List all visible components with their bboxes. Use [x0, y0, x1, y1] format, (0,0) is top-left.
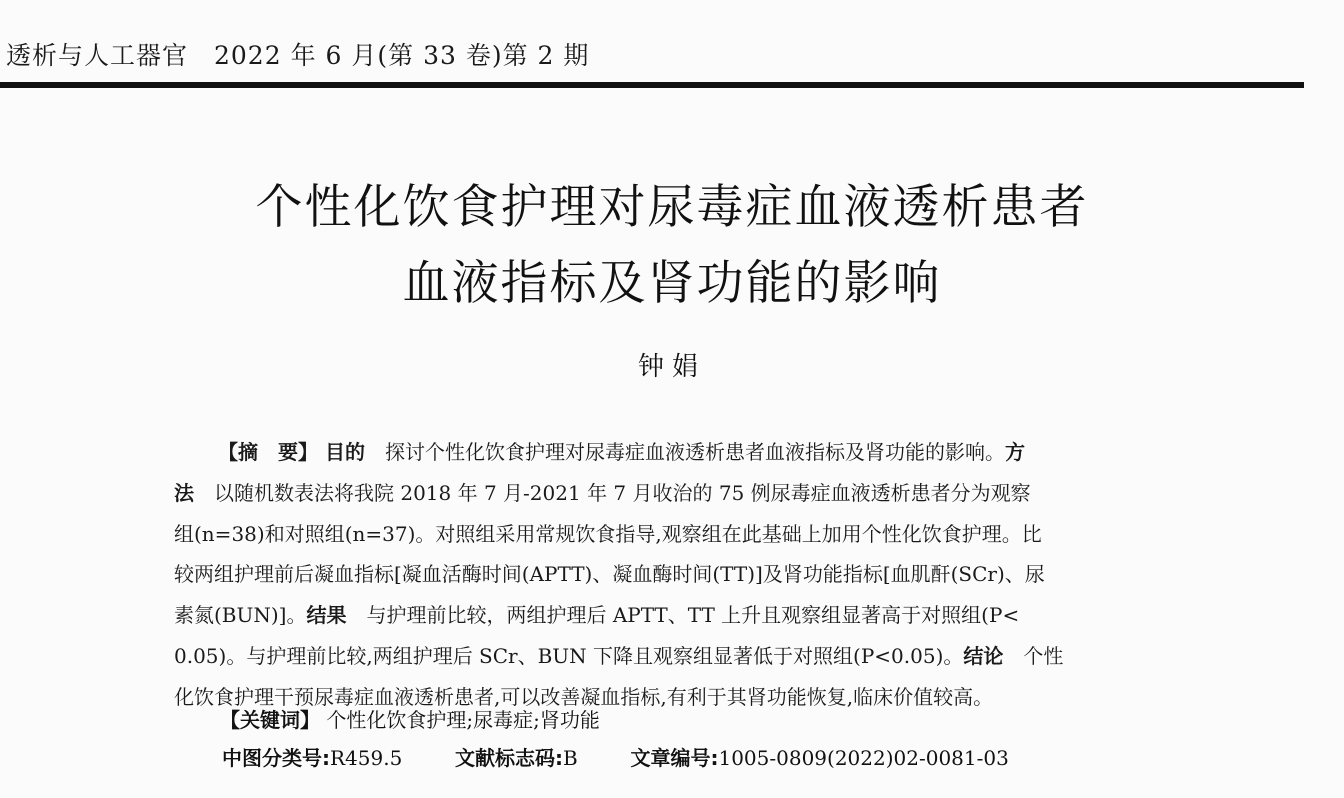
classification-line [222, 742, 1009, 771]
article-number-label: 文章编号: [630, 746, 719, 770]
abstract-text: 较两组护理前后凝血指标[凝血活酶时间(APTT)、凝血酶时间(TT)]及肾功能指标[血肌酐(SCr)、尿 [174, 562, 1045, 587]
running-head: 透析与人工器官 2022 年 6 月(第 33 卷)第 2 期 [6, 41, 590, 70]
abstract-label: 【摘 要】 [218, 440, 325, 464]
abstract-section-heading: 方 [1004, 440, 1025, 464]
abstract-section-heading: 结论 [963, 643, 1004, 668]
abstract-text: 以随机数表法将我院 2018 年 7 月-2021 年 7 月收治的 75 例尿毒症血液透析患者分为观察 [194, 480, 1031, 505]
abstract-line [174, 595, 1164, 636]
title-line-2: 血液指标及肾功能的影响 [402, 256, 942, 311]
clc-label: 中图分类号: [222, 746, 330, 770]
keywords-label: 【关键词】 [220, 708, 320, 732]
doc-code-value: B [563, 746, 578, 770]
abstract-section-heading: 结果 [306, 603, 347, 628]
abstract-text: 化饮食护理干预尿毒症血液透析患者,可以改善凝血指标,有利于其肾功能恢复,临床价值较高。 [174, 684, 994, 709]
abstract-section-heading: 法 [174, 480, 194, 505]
abstract-text: 个性 [1003, 643, 1064, 668]
abstract-line [174, 636, 1164, 677]
abstract-section-heading: 目的 [324, 440, 365, 464]
abstract-line [174, 554, 1164, 595]
abstract-text: 0.05)。与护理前比较,两组护理后 SCr、BUN 下降且观察组显著低于对照组(P<0.05)。 [174, 643, 964, 668]
header-rule [0, 82, 1304, 88]
abstract-text: 组(n=38)和对照组(n=37)。对照组采用常规饮食指导,观察组在此基础上加用个性化饮食护理。比 [174, 521, 1042, 546]
article-title [0, 170, 1344, 322]
clc-value: R459.5 [330, 746, 403, 770]
abstract-text: 探讨个性化饮食护理对尿毒症血液透析患者血液指标及肾功能的影响。 [364, 440, 1005, 464]
keywords-value: 个性化饮食护理;尿毒症;肾功能 [326, 708, 600, 732]
abstract-line [174, 473, 1164, 514]
abstract-text: 素氮(BUN)]。 [174, 603, 307, 628]
abstract-text: 与护理前比较，两组护理后 APTT、TT 上升且观察组显著高于对照组(P< [346, 603, 1020, 628]
doc-code-label: 文献标志码: [455, 746, 564, 770]
abstract [174, 432, 1164, 718]
abstract-line [174, 432, 1164, 473]
abstract-line [174, 514, 1164, 555]
keywords [220, 704, 600, 733]
title-line-1: 个性化饮食护理对尿毒症血液透析患者 [255, 180, 1089, 235]
author-name: 钟娟 [637, 352, 706, 382]
article-number-value: 1005-0809(2022)02-0081-03 [718, 746, 1009, 770]
